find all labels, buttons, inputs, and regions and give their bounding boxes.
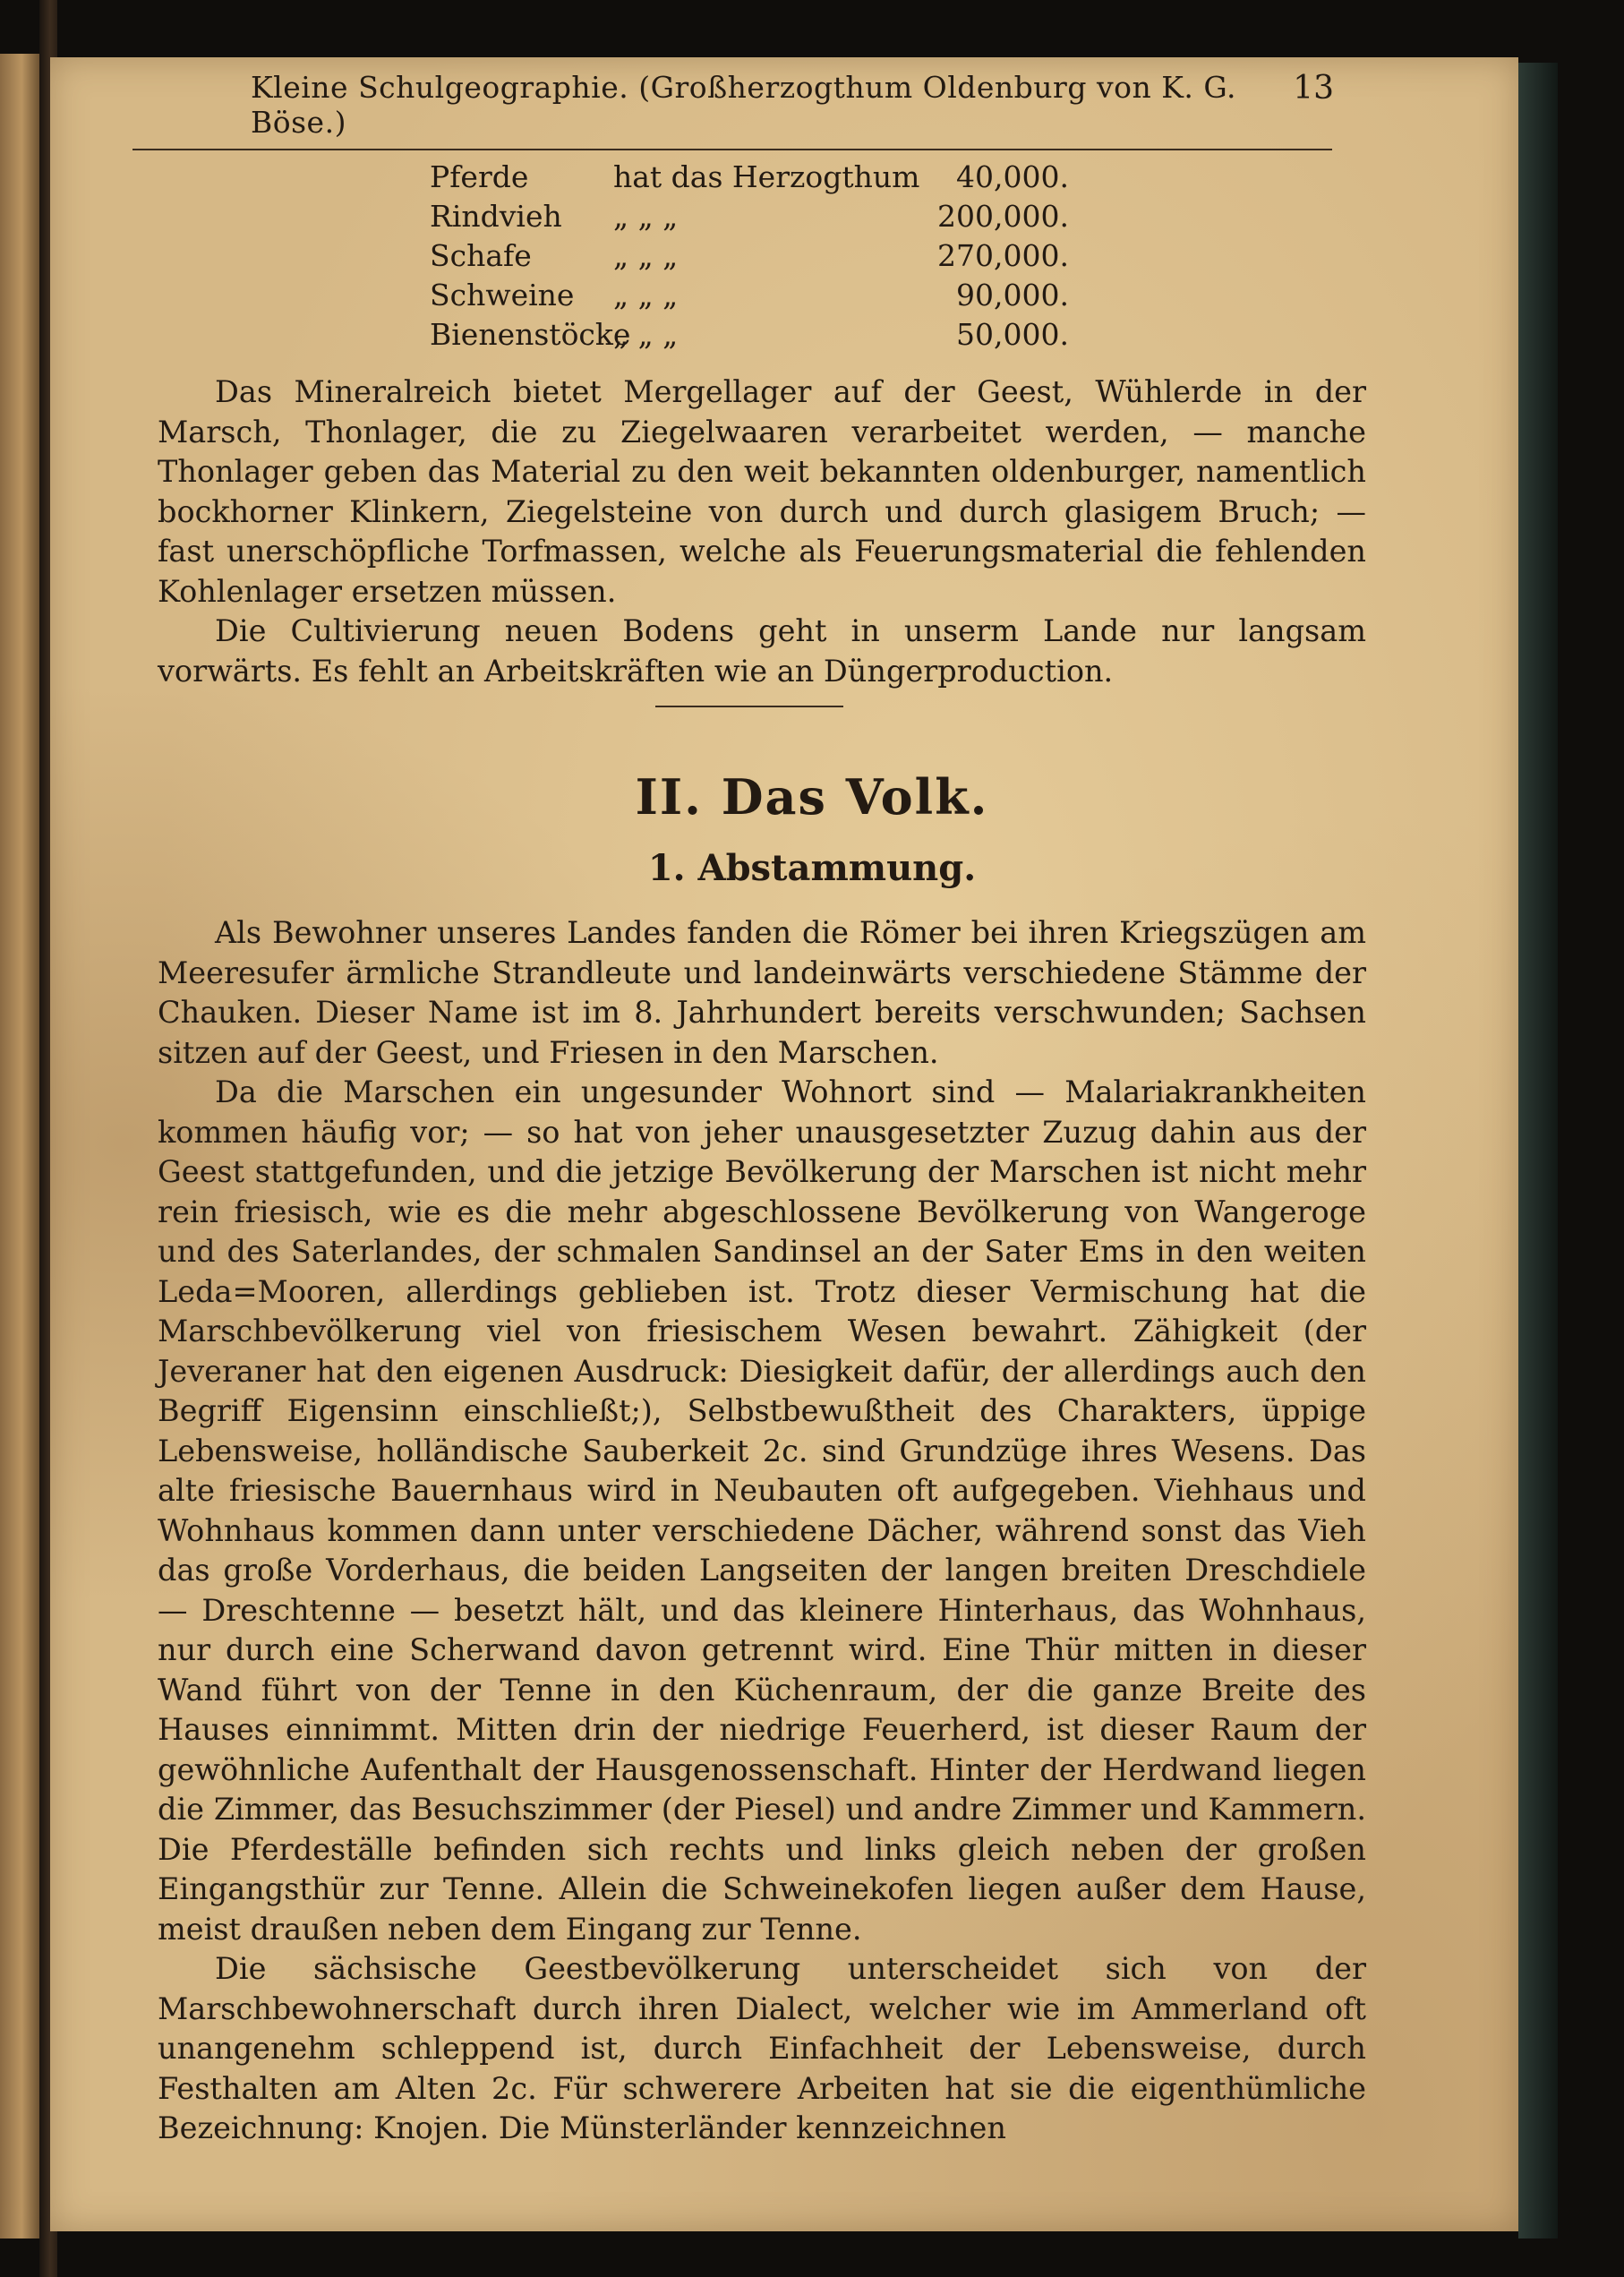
paragraph: Als Bewohner unseres Landes fanden die Römer bei ihren Kriegszügen am Meeresufer ärmliche Strandleute und landeinwärts verschiedene Stämme der Chauken. Dieser Name ist im 8. Jahrhundert bereits verschwunden; Sachsen sitzen auf der Geest, und Friesen in den Marschen.: [158, 915, 1366, 1070]
ditto-marks: „ „ „: [613, 317, 679, 352]
livestock-row: [430, 199, 1074, 238]
livestock-count: 90,000.: [956, 278, 1069, 312]
minerals-text: [158, 372, 1366, 691]
paragraph: Da die Marschen ein ungesunder Wohnort sind — Malariakrankheiten kommen häufig vor; — so hat von jeher unausgesetzter Zuzug dahin aus der Geest stattgefunden, und die jetzige Bevölkerung der Marschen ist nicht mehr rein friesisch, wie es die mehr abgeschlossene Bevölkerung von Wangeroge und des Saterlandes, der schmalen Sandinsel an der Sater Ems in den weiten Leda=Mooren, allerdings geblieben ist. Trotz dieser Vermischung hat die Marschbevölkerung viel von friesischem Wesen bewahrt. Zähigkeit (der Jeveraner hat den eigenen Ausdruck: Diesigkeit dafür, der allerdings auch den Begriff Eigensinn einschließt;), Selbstbewußtheit des Charakters, üppige Lebensweise, holländische Sauberkeit 2c. sind Grundzüge ihres Wesens. Das alte friesische Bauernhaus wird in Neubauten oft aufgegeben. Viehhaus und Wohnhaus kommen dann unter verschiedene Dächer, während sonst das Vieh das große Vorderhaus, die beiden Langseiten der langen breiten Dreschdiele — Dreschtenne — besetzt hält, und das kleinere Hinterhaus, das Wohnhaus, nur durch eine Scherwand davon getrennt wird. Eine Thür mitten in dieser Wand führt von der Tenne in den Küchenraum, der die ganze Breite des Hauses einnimmt. Mitten drin der niedrige Feuerherd, ist dieser Raum der gewöhnliche Aufenthalt der Hausgenossenschaft. Hinter der Herdwand liegen die Zimmer, das Besuchszimmer (der Piesel) und andre Zimmer und Kammern. Die Pferdeställe befinden sich rechts und links gleich neben der großen Eingangsthür zur Tenne. Allein die Schweinekofen liegen außer dem Hause, meist draußen neben dem Eingang zur Tenne.: [158, 1074, 1366, 1947]
livestock-row: [430, 159, 1074, 199]
paragraph: Die sächsische Geestbevölkerung unterscheidet sich von der Marschbewohnerschaft durch ihren Dialect, welcher wie im Ammerland oft unangenehm schleppend ist, durch Einfachheit der Lebensweise, durch Festhalten am Alten 2c. Für schwerere Arbeiten hat sie die eigenthümliche Bezeichnung: Knojen. Die Münsterländer kennzeichnen: [158, 1951, 1366, 2145]
header-rule: [132, 149, 1332, 150]
ditto-marks: „ „ „: [613, 238, 679, 273]
ditto-marks: „ „ „: [613, 278, 679, 312]
livestock-count: 200,000.: [937, 199, 1069, 234]
section-title: II. Das Volk.: [635, 768, 989, 826]
paragraph: Das Mineralreich bietet Mergellager auf der Geest, Wühlerde in der Marsch, Thonlager, die zu Ziegelwaaren verarbeitet werden, — manche Thonlager geben das Material zu den weit bekannten oldenburger, namentlich bockhorner Klinkern, Ziegelsteine von durch und durch glasigem Bruch; — fast unerschöpfliche Torfmassen, welche als Feuerungsmaterial die fehlenden Kohlenlager ersetzen müssen.: [158, 374, 1366, 609]
body-text: [158, 913, 1366, 2149]
ditto-marks: „ „ „: [613, 199, 679, 234]
book-cover-edge: [1518, 63, 1558, 2238]
livestock-animal: Pferde: [430, 159, 529, 194]
page-header: [197, 70, 1334, 140]
livestock-row: [430, 278, 1074, 317]
left-page-edge: [0, 54, 39, 2238]
livestock-verb: hat das Herzogthum: [613, 159, 920, 194]
livestock-count: 50,000.: [956, 317, 1069, 352]
running-head: Kleine Schulgeographie. (Großherzogthum Oldenburg von K. G. Böse.): [251, 70, 1237, 140]
livestock-count: 40,000.: [956, 159, 1069, 194]
section-divider: [655, 706, 843, 707]
page-number: 13: [1293, 70, 1334, 107]
paragraph: Die Cultivierung neuen Bodens geht in unserm Lande nur langsam vorwärts. Es fehlt an Arbeitskräften wie an Düngerproduction.: [158, 613, 1366, 689]
livestock-animal: Rindvieh: [430, 199, 562, 234]
livestock-animal: Schafe: [430, 238, 532, 273]
livestock-table: [430, 159, 1074, 356]
livestock-animal: Schweine: [430, 278, 575, 312]
livestock-row: [430, 238, 1074, 278]
livestock-row: [430, 317, 1074, 356]
livestock-animal: Bienenstöcke: [430, 317, 631, 352]
subsection-title: 1. Abstammung.: [647, 847, 977, 889]
livestock-count: 270,000.: [937, 238, 1069, 273]
